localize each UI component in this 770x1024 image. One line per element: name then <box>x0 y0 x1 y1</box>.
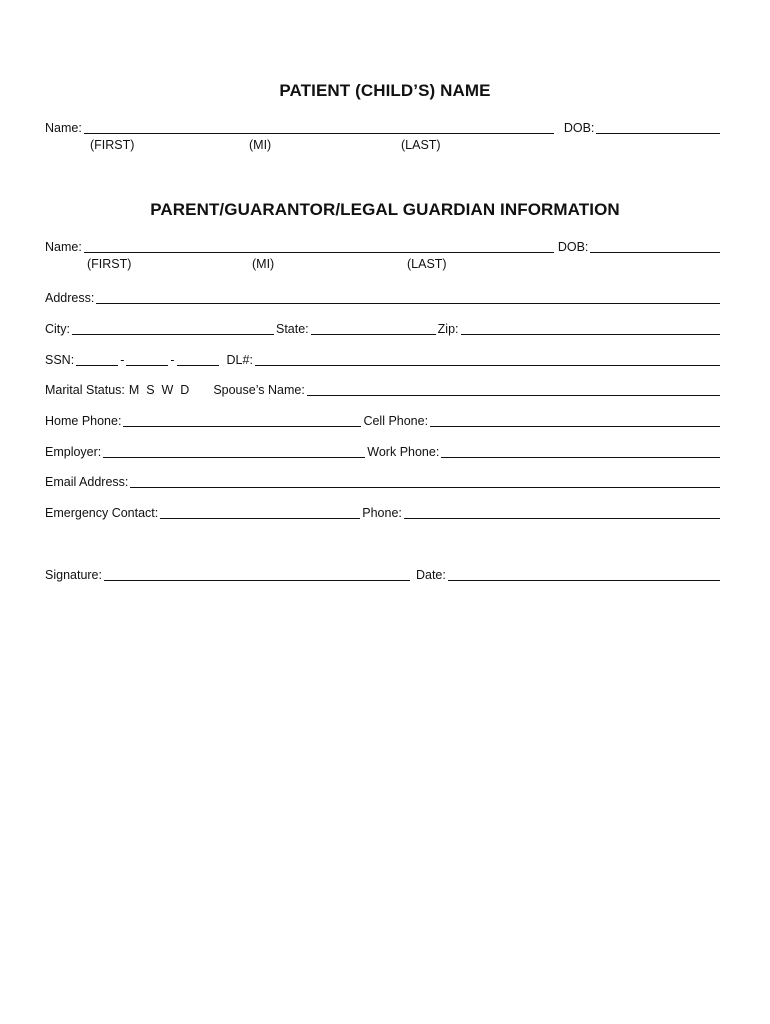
ssn-part2-field[interactable] <box>126 353 168 366</box>
emergency-phone-label: Phone: <box>362 506 402 520</box>
signature-label: Signature: <box>45 568 102 582</box>
cell-phone-label: Cell Phone: <box>363 414 429 428</box>
marital-status-options[interactable]: M S W D <box>128 383 190 397</box>
patient-sub-last: (LAST) <box>401 138 441 152</box>
ssn-label: SSN: <box>45 353 75 367</box>
date-field[interactable] <box>448 568 720 581</box>
address-label: Address: <box>45 291 95 305</box>
zip-field[interactable] <box>461 322 720 335</box>
emergency-row <box>45 502 722 520</box>
emergency-contact-label: Emergency Contact: <box>45 506 159 520</box>
work-phone-field[interactable] <box>441 445 720 458</box>
email-label: Email Address: <box>45 475 129 489</box>
signature-field[interactable] <box>104 568 410 581</box>
guardian-section-title: PARENT/GUARANTOR/LEGAL GUARDIAN INFORMATION <box>150 200 620 219</box>
spouse-name-field[interactable] <box>307 383 720 396</box>
patient-dob-field[interactable] <box>596 121 720 134</box>
patient-sub-first: (FIRST) <box>90 138 135 152</box>
ssn-part3-field[interactable] <box>177 353 219 366</box>
patient-section-title: PATIENT (CHILD’S) NAME <box>279 81 491 100</box>
phones-row <box>45 410 722 428</box>
address-field[interactable] <box>96 291 720 304</box>
address-row <box>45 287 722 305</box>
state-field[interactable] <box>311 322 436 335</box>
guardian-name-field[interactable] <box>84 240 554 253</box>
employer-row <box>45 441 722 459</box>
patient-sub-mi: (MI) <box>249 138 272 152</box>
marital-status-label: Marital Status: <box>45 383 125 397</box>
emergency-phone-field[interactable] <box>404 506 720 519</box>
ssn-part1-field[interactable] <box>76 353 118 366</box>
ssn-dl-row <box>45 349 722 367</box>
guardian-sub-first: (FIRST) <box>87 257 132 271</box>
city-label: City: <box>45 322 70 336</box>
guardian-sub-last: (LAST) <box>407 257 447 271</box>
city-state-zip-row <box>45 318 722 336</box>
patient-dob-label: DOB: <box>563 121 595 135</box>
city-field[interactable] <box>72 322 274 335</box>
guardian-dob-label: DOB: <box>557 240 589 254</box>
date-label: Date: <box>415 568 446 582</box>
guardian-dob-field[interactable] <box>590 240 720 253</box>
work-phone-label: Work Phone: <box>367 445 440 459</box>
home-phone-field[interactable] <box>123 414 361 427</box>
dl-field[interactable] <box>255 353 720 366</box>
marital-spouse-row <box>45 379 722 397</box>
spouse-name-label: Spouse’s Name: <box>213 383 305 397</box>
cell-phone-field[interactable] <box>430 414 720 427</box>
email-row <box>45 471 722 489</box>
guardian-name-label: Name: <box>45 240 82 254</box>
patient-name-label: Name: <box>45 121 82 135</box>
emergency-contact-field[interactable] <box>160 506 360 519</box>
guardian-sub-mi: (MI) <box>252 257 275 271</box>
employer-field[interactable] <box>103 445 365 458</box>
state-label: State: <box>276 322 309 336</box>
zip-label: Zip: <box>437 322 459 336</box>
patient-name-field[interactable] <box>84 121 554 134</box>
signature-row <box>45 564 722 582</box>
ssn-dash-1: - <box>120 353 125 367</box>
patient-name-row <box>45 117 722 135</box>
employer-label: Employer: <box>45 445 102 459</box>
dl-label: DL#: <box>226 353 253 367</box>
home-phone-label: Home Phone: <box>45 414 122 428</box>
email-field[interactable] <box>130 475 720 488</box>
ssn-dash-2: - <box>170 353 175 367</box>
guardian-name-row <box>45 236 722 254</box>
